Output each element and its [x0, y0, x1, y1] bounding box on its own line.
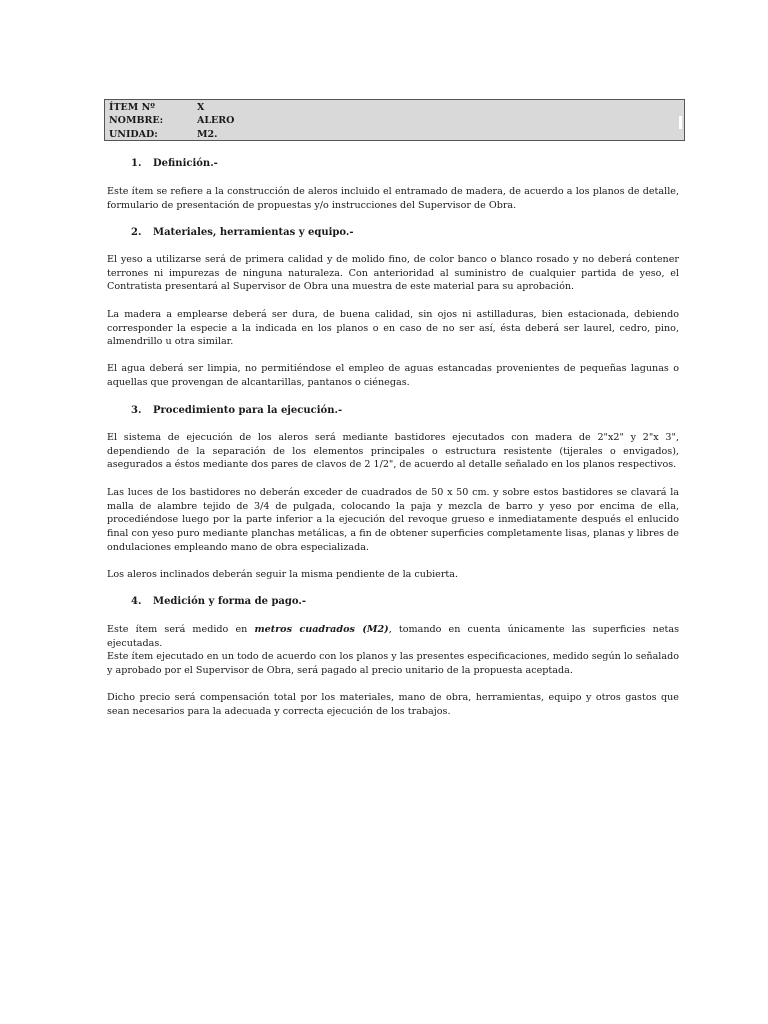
section-heading-definicion	[131, 157, 218, 171]
section-heading-materiales	[131, 226, 354, 240]
section-number: 4.	[131, 596, 142, 607]
paragraph-compensacion: Dicho precio será compensación total por los materiales, mano de obra, herramientas, equipo y otros gastos que sean necesarios para la adecuada y correcta ejecución de los trabajos.	[107, 692, 679, 717]
header-row-unit	[109, 128, 680, 141]
medicion-text-start: Este ítem será medido en	[107, 624, 255, 635]
paragraph-sistema-ejecucion: El sistema de ejecución de los aleros será mediante bastidores ejecutados con madera de 2"x2" y 2"x 3", dependiendo de la separación de los elementos principales o estructura resistente (tijerales o envigados), asegurados a éstos mediante dos pares de clavos de 2 1/2", de acuerdo al detalle señalado en los planos respectivos.	[107, 432, 679, 471]
section-title: Procedimiento para la ejecución.-	[153, 405, 343, 416]
item-name-value: ALERO	[197, 115, 235, 127]
section-heading-medicion	[131, 595, 306, 609]
item-unit-value: M2.	[197, 128, 218, 140]
paragraph-agua: El agua deberá ser limpia, no permitiéndose el empleo de aguas estancadas provenientes de pequeñas lagunas o aquellas que provengan de alcantarillas, pantanos o ciénegas.	[107, 363, 679, 388]
section-number: 2.	[131, 227, 142, 238]
paragraph-madera: La madera a emplearse deberá ser dura, de buena calidad, sin ojos ni astilladuras, bien estacionada, debiendo corresponder la especie a la indicada en los planos o en caso de no ser así, ésta deberá ser laurel, cedro, pino, almendrillo u otra similar.	[107, 309, 679, 348]
item-unit-label: UNIDAD:	[109, 128, 158, 140]
item-number-label: ÍTEM Nº	[109, 102, 156, 113]
section-number: 3.	[131, 405, 142, 416]
paragraph-aleros-inclinados: Los aleros inclinados deberán seguir la misma pendiente de la cubierta.	[107, 569, 459, 580]
item-header-table	[104, 99, 685, 141]
paragraph-yeso: El yeso a utilizarse será de primera calidad y de molido fino, de color banco o blanco rosado y no deberá contener terrones ni impurezas de ninguna naturaleza. Con anterioridad al suministro de cualquier partida de yeso, el Contratista presentará al Supervisor de Obra una muestra de este material para su aprobación.	[107, 254, 679, 293]
section-title: Medición y forma de pago.-	[153, 596, 307, 607]
paragraph-luces-bastidores: Las luces de los bastidores no deberán exceder de cuadrados de 50 x 50 cm. y sobre estos bastidores se clavará la malla de alambre tejido de 3/4 de pulgada, colocando la paja y mezcla de barro y yeso por encima de ella, procediéndose luego por la parte inferior a la ejecución del revoque grueso e inmediatamente después el enlucido final con yeso puro mediante planchas metálicas, a fin de obtener superficies completamente lisas, planas y libres de ondulaciones empleando mano de obra especializada.	[107, 487, 679, 553]
item-name-label: NOMBRE:	[109, 115, 164, 127]
text-cursor-mark	[679, 116, 682, 129]
section-heading-procedimiento	[131, 404, 342, 418]
medicion-unit-emphasis: metros cuadrados (M2)	[254, 624, 389, 635]
paragraph-definicion: Este ítem se refiere a la construcción de aleros incluido el entramado de madera, de acuerdo a los planos de detalle, formulario de presentación de propuestas y/o instrucciones del Supervisor de Obra.	[107, 186, 679, 211]
paragraph-medicion	[107, 623, 679, 650]
medicion-text-end: , tomando en cuenta únicamente las superficies netas ejecutadas.	[107, 624, 679, 649]
item-number-value: X	[197, 102, 205, 113]
paragraph-pago: Este ítem ejecutado en un todo de acuerdo con los planos y las presentes especificaciones, medido según lo señalado y aprobado por el Supervisor de Obra, será pagado al precio unitario de la propuesta aceptada.	[107, 651, 679, 676]
section-title: Materiales, herramientas y equipo.-	[153, 227, 354, 238]
section-title: Definición.-	[153, 158, 218, 169]
section-number: 1.	[131, 158, 142, 169]
header-row-item	[109, 101, 680, 114]
header-row-name	[109, 114, 680, 127]
